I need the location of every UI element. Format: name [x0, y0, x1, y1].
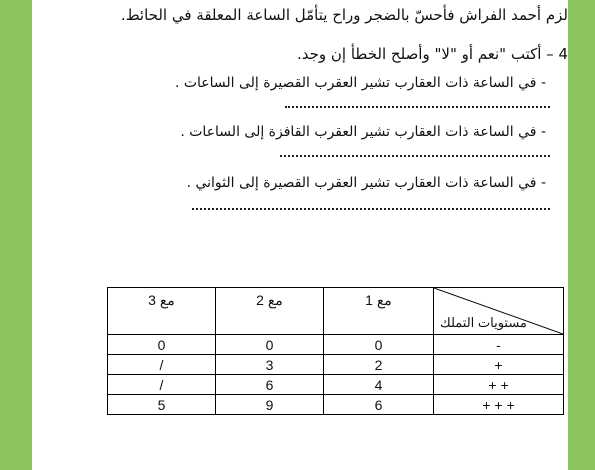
score-cell: 5	[108, 395, 216, 415]
level-cell: -	[434, 335, 564, 355]
level-cell: +	[434, 355, 564, 375]
score-cell: 0	[216, 335, 324, 355]
table-header-criterion-3: مع 3	[108, 288, 216, 335]
table-corner-cell	[434, 288, 564, 335]
question-item-2: - في الساعة ذات العقارب تشير العقرب القافزة إلى الساعات .	[180, 124, 546, 140]
table-header-row	[108, 288, 564, 335]
score-cell: 3	[216, 355, 324, 375]
score-cell: /	[108, 355, 216, 375]
answer-line-3[interactable]	[192, 208, 550, 210]
table-corner-label: مستويات التملك	[440, 315, 527, 330]
intro-sentence: لزم أحمد الفراش فأحسّ بالضجر وراح يتأمّل الساعة المعلقة في الحائط.	[120, 6, 568, 24]
answer-line-1[interactable]	[285, 106, 550, 108]
table-row	[108, 375, 564, 395]
answer-line-2[interactable]	[280, 155, 550, 157]
score-cell: 0	[108, 335, 216, 355]
table-row	[108, 395, 564, 415]
question-4-instruction: 4 – أكتب "نعم أو "لا" وأصلح الخطأ إن وجد.	[296, 45, 568, 63]
score-cell: 6	[324, 395, 434, 415]
question-item-3: - في الساعة ذات العقارب تشير العقرب القصيرة إلى الثواني .	[186, 175, 546, 191]
right-page-border	[568, 0, 595, 470]
table-header-criterion-1: مع 1	[324, 288, 434, 335]
score-cell: /	[108, 375, 216, 395]
score-cell: 4	[324, 375, 434, 395]
score-cell: 2	[324, 355, 434, 375]
score-cell: 9	[216, 395, 324, 415]
table-row	[108, 335, 564, 355]
worksheet-page	[32, 0, 568, 470]
question-item-1: - في الساعة ذات العقارب تشير العقرب القصيرة إلى الساعات .	[174, 75, 546, 91]
score-cell: 6	[216, 375, 324, 395]
table-header-criterion-2: مع 2	[216, 288, 324, 335]
table-row	[108, 355, 564, 375]
left-page-border	[0, 0, 32, 470]
level-cell: + +	[434, 375, 564, 395]
level-cell: + + +	[434, 395, 564, 415]
score-cell: 0	[324, 335, 434, 355]
mastery-levels-table	[107, 287, 564, 415]
